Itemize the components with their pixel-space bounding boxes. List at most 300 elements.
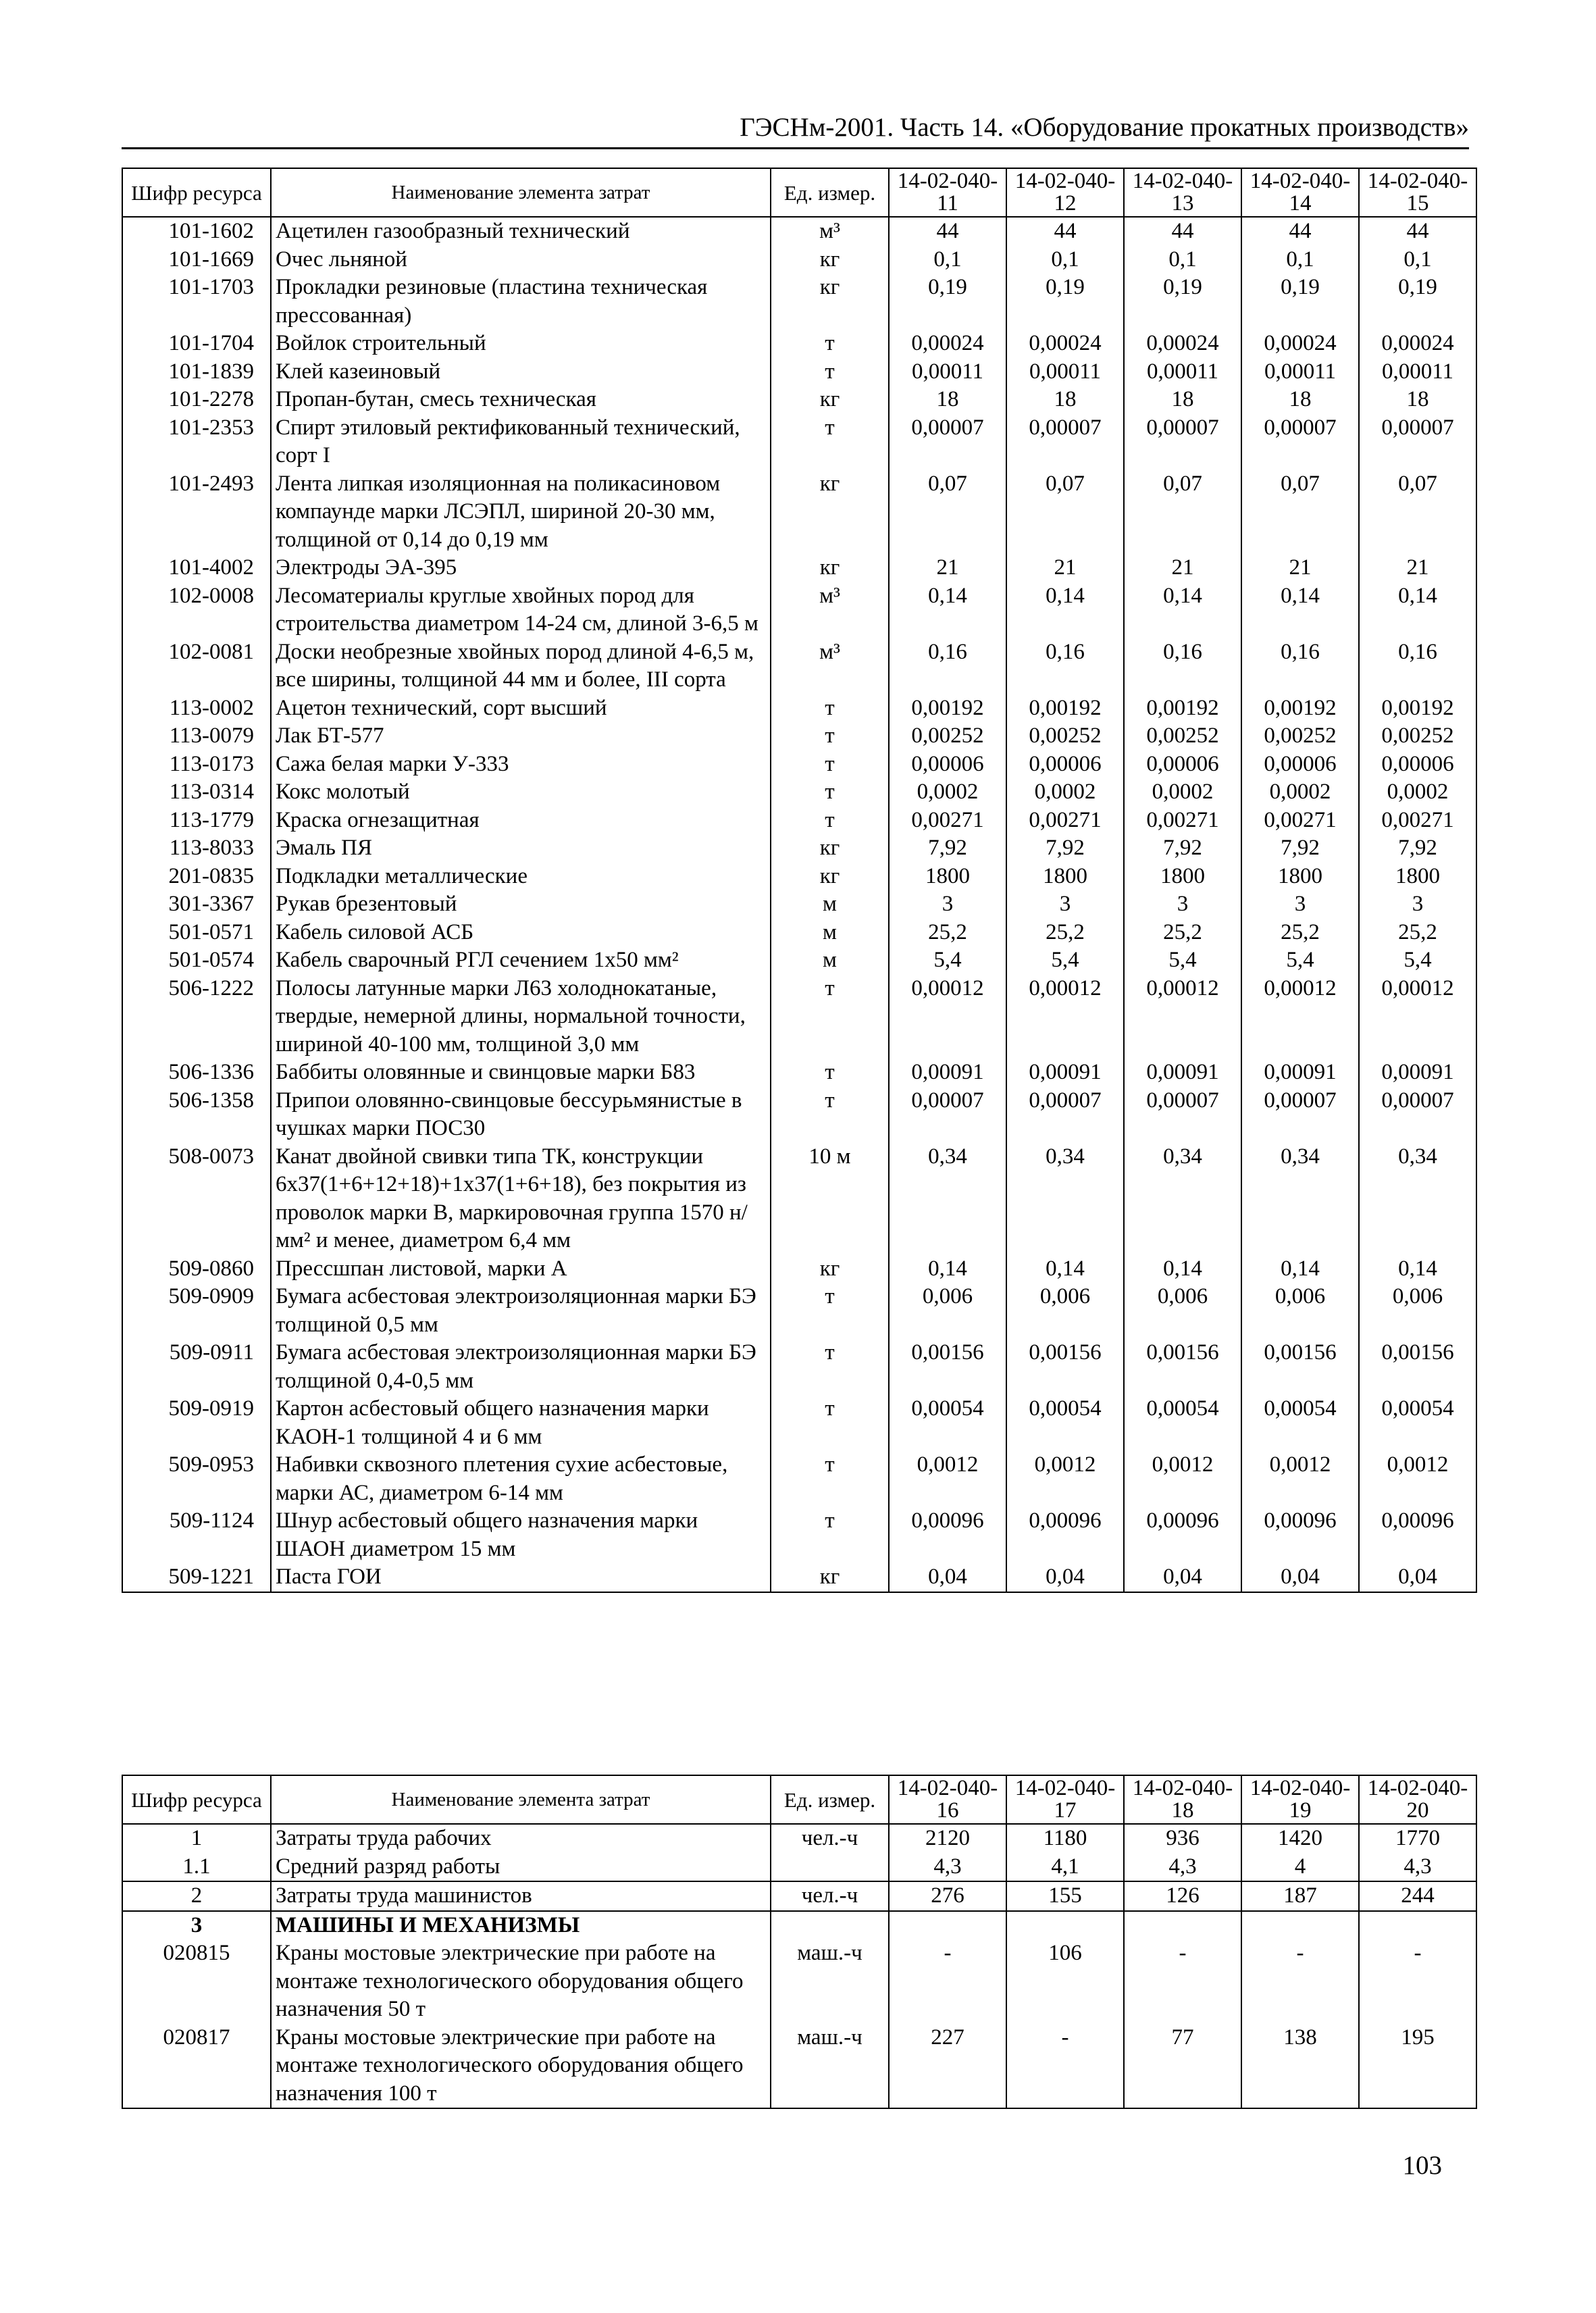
resource-name-cell: Ацетон технический, сорт высший [271,694,771,723]
value-cell: 0,14 [889,582,1006,638]
unit-cell: 10 м [771,1143,889,1255]
labor-machines-table-body [122,1824,1476,2108]
value-cell: 0,00024 [1124,330,1241,358]
unit-cell: м³ [771,638,889,694]
value-cell: 0,04 [1241,1563,1359,1592]
value-cell: 0,00192 [1124,694,1241,723]
value-cell: 0,19 [1241,274,1359,330]
value-cell: 0,00054 [889,1395,1006,1451]
value-cell: 0,00012 [1241,975,1359,1059]
value-cell: 4,3 [1359,1853,1476,1882]
value-cell: 0,19 [1359,274,1476,330]
value-cell: 0,00192 [1006,694,1124,723]
value-cell: 0,00024 [1006,330,1124,358]
header-col: 14-02-040-13 [1124,168,1241,217]
unit-cell: кг [771,274,889,330]
value-cell: 0,00007 [1241,414,1359,470]
resource-name-cell: Войлок строительный [271,330,771,358]
value-cell: 0,16 [889,638,1006,694]
table-row [122,807,1476,835]
value-cell: 0,00054 [1124,1395,1241,1451]
value-cell: 0,19 [889,274,1006,330]
value-cell: 18 [1359,386,1476,414]
table-row [122,919,1476,947]
value-cell: 0,1 [1359,246,1476,274]
resource-code-cell: 501-0574 [122,946,271,975]
value-cell: 0,14 [889,1255,1006,1283]
value-cell: 0,006 [1359,1283,1476,1339]
value-cell: 0,07 [889,470,1006,555]
unit-cell: маш.-ч [771,2024,889,2109]
table-row [122,946,1476,975]
resource-code-cell: 101-1669 [122,246,271,274]
table-row [122,386,1476,414]
value-cell: 5,4 [889,946,1006,975]
unit-cell: м [771,919,889,947]
unit-cell: т [771,1451,889,1507]
value-cell: 0,00011 [1006,358,1124,386]
value-cell: 0,0002 [1006,778,1124,807]
unit-cell: т [771,807,889,835]
value-cell: 244 [1359,1881,1476,1911]
resource-name-cell: Кокс молотый [271,778,771,807]
resource-code-cell: 508-0073 [122,1143,271,1255]
value-cell: 0,00006 [1241,751,1359,779]
resource-code-cell: 501-0571 [122,919,271,947]
value-cell: 2120 [889,1824,1006,1853]
value-cell: 0,00156 [1124,1339,1241,1395]
header-col: 14-02-040-16 [889,1775,1006,1824]
table-row [122,1255,1476,1283]
resource-name-cell: Паста ГОИ [271,1563,771,1592]
value-cell: 0,00006 [1359,751,1476,779]
value-cell: 0,0012 [1124,1451,1241,1507]
value-cell: 0,34 [1124,1143,1241,1255]
value-cell: 0,00096 [1006,1507,1124,1563]
value-cell: 18 [889,386,1006,414]
table-row [122,274,1476,330]
unit-cell: чел.-ч [771,1824,889,1853]
value-cell: 3 [1006,890,1124,919]
value-cell: 155 [1006,1881,1124,1911]
resource-name-cell: Средний разряд работы [271,1853,771,1882]
value-cell: 0,34 [1359,1143,1476,1255]
resource-name-cell: МАШИНЫ И МЕХАНИЗМЫ [271,1911,771,1940]
value-cell: 0,00024 [889,330,1006,358]
unit-cell: м³ [771,217,889,246]
value-cell: 0,00156 [1006,1339,1124,1395]
value-cell: - [1124,1939,1241,2024]
resource-name-cell: Канат двойной свивки типа ТК, конструкции 6х37(1+6+12+18)+1х37(1+6+18), без покрытия из проволок марки В, маркировочная группа 1570 н/мм² и менее, диаметром 6,4 мм [271,1143,771,1255]
resource-code-cell: 509-0860 [122,1255,271,1283]
table-row [122,2024,1476,2109]
resource-name-cell: Сажа белая марки У-333 [271,751,771,779]
value-cell: 4,3 [889,1853,1006,1882]
value-cell: 1800 [1006,863,1124,891]
unit-cell: т [771,1395,889,1451]
value-cell: 0,04 [1006,1563,1124,1592]
table-row [122,217,1476,246]
value-cell: 0,00252 [1241,722,1359,751]
value-cell: 0,0002 [1241,778,1359,807]
unit-cell: кг [771,1255,889,1283]
table-row [122,1143,1476,1255]
value-cell: 0,00156 [889,1339,1006,1395]
value-cell [1124,1911,1241,1940]
value-cell: 21 [889,554,1006,582]
page-number: 103 [1402,2151,1442,2180]
unit-cell: маш.-ч [771,1939,889,2024]
header-name: Наименование элемента затрат [271,168,771,217]
value-cell: 0,00024 [1241,330,1359,358]
header-col: 14-02-040-14 [1241,168,1359,217]
table-row [122,1507,1476,1563]
unit-cell: т [771,694,889,723]
resource-code-cell: 113-8033 [122,834,271,863]
value-cell: 227 [889,2024,1006,2109]
value-cell: 0,00012 [1124,975,1241,1059]
value-cell: 0,00156 [1241,1339,1359,1395]
resource-name-cell: Эмаль ПЯ [271,834,771,863]
value-cell: 4 [1241,1853,1359,1882]
value-cell: 0,006 [1124,1283,1241,1339]
value-cell: 187 [1241,1881,1359,1911]
value-cell: 0,04 [1124,1563,1241,1592]
resource-name-cell: Пропан-бутан, смесь техническая [271,386,771,414]
value-cell: 0,00096 [1124,1507,1241,1563]
value-cell: 3 [1241,890,1359,919]
value-cell: 18 [1006,386,1124,414]
value-cell: 7,92 [889,834,1006,863]
resource-code-cell: 1.1 [122,1853,271,1882]
unit-cell: т [771,358,889,386]
resource-code-cell: 101-1704 [122,330,271,358]
value-cell: 0,00006 [1006,751,1124,779]
value-cell: 0,00091 [1241,1059,1359,1087]
value-cell: - [1006,2024,1124,2109]
resource-name-cell: Баббиты оловянные и свинцовые марки Б83 [271,1059,771,1087]
value-cell: 0,00007 [889,414,1006,470]
resource-code-cell: 101-1703 [122,274,271,330]
header-col: 14-02-040-17 [1006,1775,1124,1824]
value-cell: 1420 [1241,1824,1359,1853]
value-cell: 0,14 [1359,1255,1476,1283]
table-row [122,1881,1476,1911]
materials-table [122,168,1477,1593]
resource-code-cell: 3 [122,1911,271,1940]
value-cell: 0,14 [1241,582,1359,638]
value-cell: 4,1 [1006,1853,1124,1882]
value-cell: 3 [1124,890,1241,919]
value-cell: 0,0002 [1124,778,1241,807]
resource-code-cell: 101-1839 [122,358,271,386]
header-name: Наименование элемента затрат [271,1775,771,1824]
value-cell: 0,0012 [1006,1451,1124,1507]
value-cell: 936 [1124,1824,1241,1853]
value-cell: 0,00252 [1006,722,1124,751]
value-cell: 44 [889,217,1006,246]
resource-name-cell: Затраты труда рабочих [271,1824,771,1853]
value-cell: 0,19 [1124,274,1241,330]
value-cell: 0,00007 [1006,1087,1124,1143]
resource-name-cell: Кабель силовой АСБ [271,919,771,947]
value-cell: 0,00252 [889,722,1006,751]
table-row [122,1911,1476,1940]
table-row [122,1339,1476,1395]
value-cell: 0,0012 [889,1451,1006,1507]
value-cell: 0,00156 [1359,1339,1476,1395]
resource-code-cell: 509-1221 [122,1563,271,1592]
value-cell: 1770 [1359,1824,1476,1853]
unit-cell: кг [771,1563,889,1592]
table-row [122,638,1476,694]
value-cell: 21 [1006,554,1124,582]
table-row [122,1059,1476,1087]
unit-cell: кг [771,863,889,891]
value-cell: 77 [1124,2024,1241,2109]
value-cell: 0,00091 [1006,1059,1124,1087]
value-cell: 0,14 [1359,582,1476,638]
resource-name-cell: Рукав брезентовый [271,890,771,919]
value-cell: 0,00007 [1241,1087,1359,1143]
value-cell: 25,2 [889,919,1006,947]
table-row [122,582,1476,638]
value-cell: 44 [1359,217,1476,246]
value-cell: 0,00007 [1006,414,1124,470]
value-cell [889,1911,1006,1940]
resource-name-cell: Кабель сварочный РГЛ сечением 1х50 мм² [271,946,771,975]
value-cell: 1180 [1006,1824,1124,1853]
resource-code-cell: 509-0953 [122,1451,271,1507]
value-cell: 0,34 [1241,1143,1359,1255]
value-cell: 0,07 [1006,470,1124,555]
value-cell: 5,4 [1006,946,1124,975]
value-cell: 195 [1359,2024,1476,2109]
value-cell: 5,4 [1359,946,1476,975]
value-cell: 0,0002 [889,778,1006,807]
value-cell: 0,07 [1359,470,1476,555]
table-row [122,722,1476,751]
value-cell: 0,04 [1359,1563,1476,1592]
value-cell: 0,006 [1241,1283,1359,1339]
value-cell: 0,00006 [1124,751,1241,779]
resource-code-cell: 509-0911 [122,1339,271,1395]
value-cell: 18 [1241,386,1359,414]
value-cell: 0,00096 [1359,1507,1476,1563]
value-cell: 1800 [889,863,1006,891]
value-cell: 0,14 [1241,1255,1359,1283]
value-cell: 0,00054 [1006,1395,1124,1451]
resource-code-cell: 101-2493 [122,470,271,555]
value-cell: 25,2 [1006,919,1124,947]
value-cell: 0,00007 [889,1087,1006,1143]
value-cell: 4,3 [1124,1853,1241,1882]
value-cell: 21 [1241,554,1359,582]
resource-name-cell: Спирт этиловый ректификованный технический, сорт I [271,414,771,470]
table-row [122,470,1476,555]
value-cell: 25,2 [1359,919,1476,947]
resource-code-cell: 102-0081 [122,638,271,694]
value-cell: 0,00007 [1124,1087,1241,1143]
unit-cell: т [771,330,889,358]
value-cell: 0,00006 [889,751,1006,779]
unit-cell: т [771,414,889,470]
unit-cell: т [771,1339,889,1395]
resource-name-cell: Картон асбестовый общего назначения марки КАОН-1 толщиной 4 и 6 мм [271,1395,771,1451]
resource-code-cell: 101-4002 [122,554,271,582]
unit-cell: т [771,975,889,1059]
value-cell: 0,14 [1006,582,1124,638]
value-cell: 0,1 [1241,246,1359,274]
header-col: 14-02-040-15 [1359,168,1476,217]
value-cell: 25,2 [1124,919,1241,947]
value-cell: 0,00192 [889,694,1006,723]
value-cell [1006,1911,1124,1940]
resource-code-cell: 113-0314 [122,778,271,807]
value-cell: 0,00054 [1241,1395,1359,1451]
unit-cell: кг [771,470,889,555]
value-cell: 0,00252 [1359,722,1476,751]
header-code: Шифр ресурса [122,1775,271,1824]
value-cell: 7,92 [1006,834,1124,863]
table-row [122,975,1476,1059]
unit-cell: т [771,751,889,779]
value-cell: 0,16 [1241,638,1359,694]
unit-cell: чел.-ч [771,1881,889,1911]
value-cell: 0,16 [1124,638,1241,694]
value-cell: 0,1 [1124,246,1241,274]
resource-code-cell: 101-1602 [122,217,271,246]
resource-name-cell: Доски необрезные хвойных пород длиной 4-6,5 м, все ширины, толщиной 44 мм и более, III сорта [271,638,771,694]
labor-machines-table [122,1775,1477,2109]
table-header-row [122,1775,1476,1824]
table-row [122,246,1476,274]
resource-name-cell: Прокладки резиновые (пластина техническая прессованная) [271,274,771,330]
value-cell: 0,14 [1006,1255,1124,1283]
value-cell: - [1241,1939,1359,2024]
value-cell: 0,00011 [1124,358,1241,386]
value-cell: 1800 [1241,863,1359,891]
value-cell: 0,0012 [1241,1451,1359,1507]
value-cell: 7,92 [1124,834,1241,863]
resource-name-cell: Шнур асбестовый общего назначения марки ШАОН диаметром 15 мм [271,1507,771,1563]
value-cell [1241,1911,1359,1940]
header-unit: Ед. измер. [771,1775,889,1824]
resource-code-cell: 113-0079 [122,722,271,751]
value-cell: 276 [889,1881,1006,1911]
table-row [122,890,1476,919]
value-cell: 25,2 [1241,919,1359,947]
unit-cell: т [771,1087,889,1143]
value-cell: 0,00012 [889,975,1006,1059]
resource-code-cell: 201-0835 [122,863,271,891]
value-cell: 0,00252 [1124,722,1241,751]
table-row [122,358,1476,386]
value-cell: 0,19 [1006,274,1124,330]
value-cell: 0,16 [1359,638,1476,694]
unit-cell: кг [771,386,889,414]
value-cell: 18 [1124,386,1241,414]
value-cell: 0,00011 [889,358,1006,386]
table-row [122,834,1476,863]
unit-cell: м [771,946,889,975]
table-row [122,694,1476,723]
value-cell: 7,92 [1241,834,1359,863]
header-col: 14-02-040-19 [1241,1775,1359,1824]
resource-name-cell: Подкладки металлические [271,863,771,891]
value-cell [1359,1911,1476,1940]
value-cell: 5,4 [1124,946,1241,975]
resource-code-cell: 1 [122,1824,271,1853]
resource-code-cell: 020817 [122,2024,271,2109]
value-cell: 3 [1359,890,1476,919]
value-cell: 0,00271 [1241,807,1359,835]
materials-table-body [122,217,1476,1592]
value-cell: 44 [1006,217,1124,246]
value-cell: 0,34 [1006,1143,1124,1255]
resource-name-cell: Затраты труда машинистов [271,1881,771,1911]
resource-code-cell: 509-0909 [122,1283,271,1339]
resource-name-cell: Электроды ЭА-395 [271,554,771,582]
resource-code-cell: 113-0173 [122,751,271,779]
value-cell: 0,0002 [1359,778,1476,807]
value-cell: 0,0012 [1359,1451,1476,1507]
unit-cell: кг [771,834,889,863]
resource-code-cell: 301-3367 [122,890,271,919]
value-cell: 1800 [1359,863,1476,891]
table-row [122,1563,1476,1592]
table-row [122,778,1476,807]
table-row [122,414,1476,470]
value-cell: 0,00011 [1241,358,1359,386]
value-cell: 0,00192 [1241,694,1359,723]
resource-code-cell: 113-0002 [122,694,271,723]
resource-code-cell: 020815 [122,1939,271,2024]
value-cell: 0,16 [1006,638,1124,694]
value-cell: 0,00054 [1359,1395,1476,1451]
resource-code-cell: 101-2278 [122,386,271,414]
value-cell: 0,00271 [889,807,1006,835]
value-cell: - [889,1939,1006,2024]
resource-code-cell: 102-0008 [122,582,271,638]
resource-code-cell: 509-1124 [122,1507,271,1563]
resource-name-cell: Прессшпан листовой, марки А [271,1255,771,1283]
resource-code-cell: 506-1222 [122,975,271,1059]
value-cell: 0,00096 [889,1507,1006,1563]
unit-cell: т [771,1507,889,1563]
value-cell: 0,00007 [1124,414,1241,470]
resource-name-cell: Лента липкая изоляционная на поликасиновом компаунде марки ЛСЭПЛ, шириной 20-30 мм, толщиной от 0,14 до 0,19 мм [271,470,771,555]
unit-cell: т [771,722,889,751]
resource-name-cell: Очес льняной [271,246,771,274]
value-cell: 21 [1124,554,1241,582]
value-cell: 0,00011 [1359,358,1476,386]
unit-cell [771,1911,889,1940]
value-cell: 0,00007 [1359,1087,1476,1143]
value-cell: 0,1 [889,246,1006,274]
resource-code-cell: 509-0919 [122,1395,271,1451]
resource-name-cell: Припои оловянно-свинцовые бессурьмянистые в чушках марки ПОС30 [271,1087,771,1143]
table-row [122,863,1476,891]
value-cell: 0,07 [1124,470,1241,555]
value-cell: 44 [1241,217,1359,246]
value-cell: 106 [1006,1939,1124,2024]
table-row [122,1451,1476,1507]
value-cell: 0,00007 [1359,414,1476,470]
page-header [122,108,1469,149]
value-cell: 0,00012 [1359,975,1476,1059]
value-cell: 0,00096 [1241,1507,1359,1563]
